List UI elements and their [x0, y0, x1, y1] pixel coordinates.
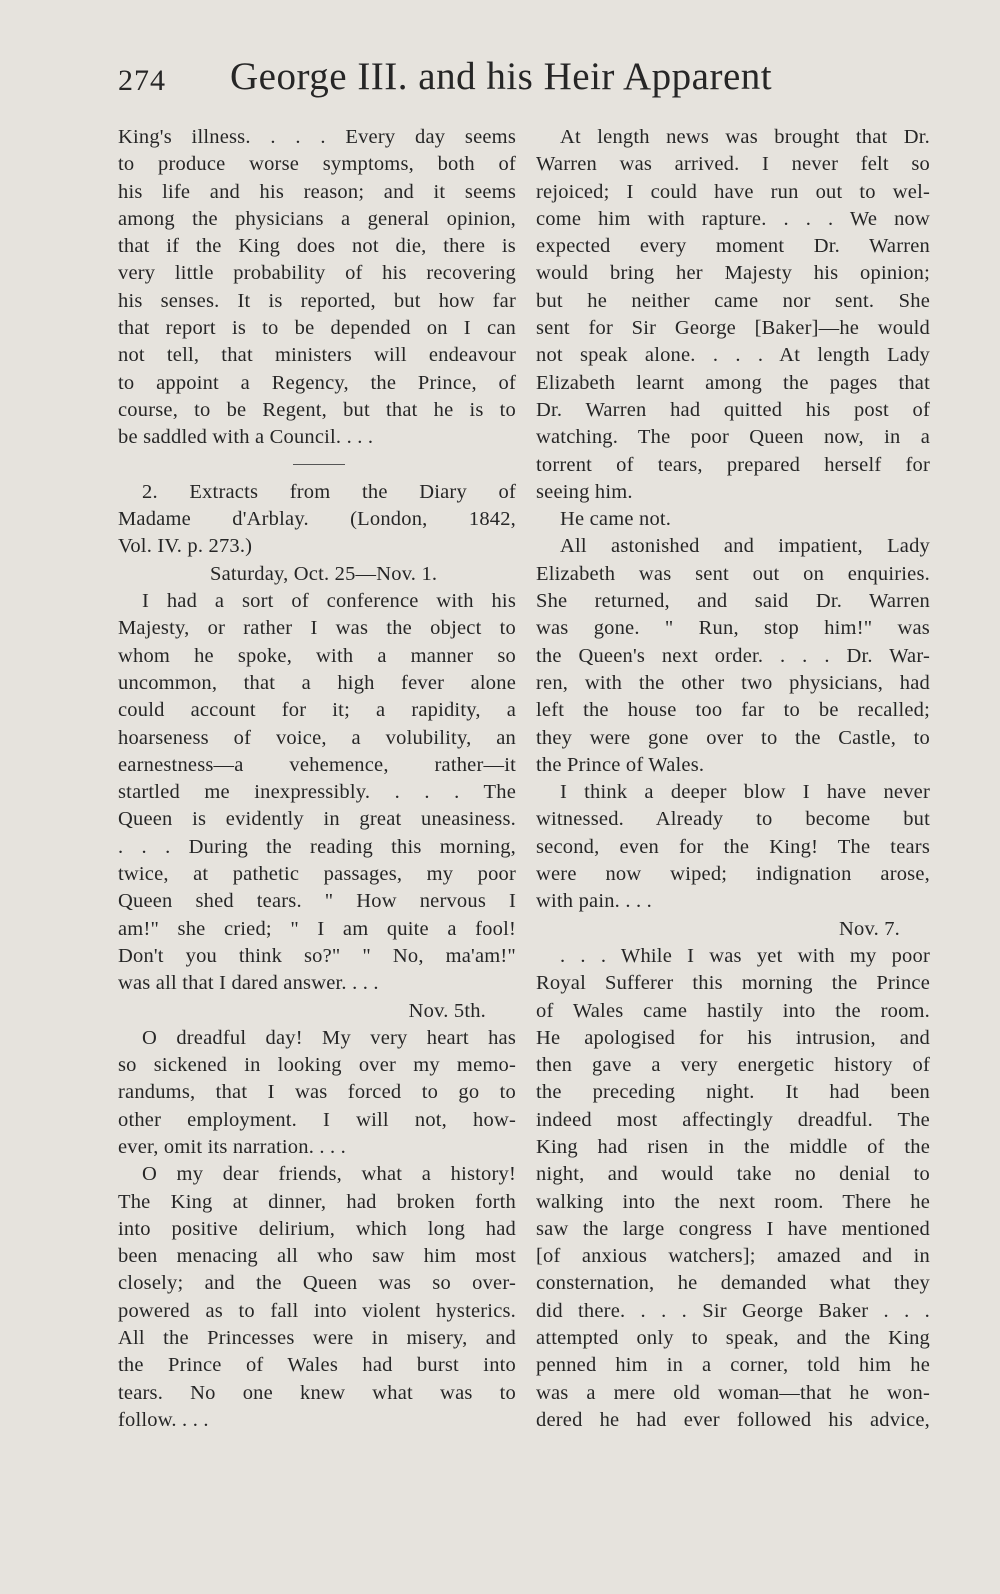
text-line: . . . While I was yet with my poor	[560, 944, 930, 967]
entry-date: Nov. 7.	[839, 917, 900, 940]
text-line: to appoint a Regency, the Prince, of	[118, 371, 516, 394]
text-line: could account for it; a rapidity, a	[118, 699, 516, 722]
left-column	[118, 124, 516, 1434]
text-line: second, even for the King! The tears	[536, 835, 930, 858]
text-line: uncommon, that a high fever alone	[118, 671, 516, 694]
text-line: sent for Sir George [Baker]—he would	[536, 317, 930, 340]
text-line: All the Princesses were in misery, and	[118, 1327, 516, 1350]
text-line: He came not.	[560, 508, 672, 531]
text-line: randums, that I was forced to go to	[118, 1081, 516, 1104]
text-line: startled me inexpressibly. . . . The	[118, 781, 516, 804]
text-line: to produce worse symptoms, both of	[118, 153, 516, 176]
text-line: tears. No one knew what was to	[118, 1381, 516, 1404]
text-line: I had a sort of conference with his	[142, 590, 516, 613]
text-line: ever, omit its narration. . . .	[118, 1135, 346, 1158]
text-line: his senses. It is reported, but how far	[118, 289, 516, 312]
text-line: was all that I dared answer. . . .	[118, 972, 379, 995]
text-line: be saddled with a Council. . . .	[118, 426, 374, 449]
text-line: of Wales came hastily into the room.	[536, 999, 930, 1022]
text-line: All astonished and impatient, Lady	[560, 535, 930, 558]
text-line: dered he had ever followed his advice,	[536, 1408, 930, 1431]
text-line: not tell, that ministers will endeavour	[118, 344, 516, 367]
section-divider	[118, 452, 516, 479]
text-line: O dreadful day! My very heart has	[142, 1026, 516, 1049]
text-line: Queen shed tears. " How nervous I	[118, 890, 516, 913]
text-line: among the physicians a general opinion,	[118, 207, 516, 230]
text-line: into positive delirium, which long had	[118, 1217, 516, 1240]
text-line: follow. . . .	[118, 1408, 209, 1431]
text-line: expected every moment Dr. Warren	[536, 235, 930, 258]
text-line: hoarseness of voice, a volubility, an	[118, 726, 516, 749]
text-line: indeed most affectingly dreadful. The	[536, 1108, 930, 1131]
text-line: Elizabeth learnt among the pages that	[536, 371, 930, 394]
text-line: The King at dinner, had broken forth	[118, 1190, 516, 1213]
text-line: his life and his reason; and it seems	[118, 180, 516, 203]
text-line: O my dear friends, what a history!	[142, 1163, 516, 1186]
text-line: not speak alone. . . . At length Lady	[536, 344, 930, 367]
text-line: King's illness. . . . Every day seems	[118, 126, 516, 148]
text-line: Queen is evidently in great uneasiness.	[118, 808, 516, 831]
text-line: Majesty, or rather I was the object to	[118, 617, 516, 640]
text-line: powered as to fall into violent hysterics.	[118, 1299, 516, 1322]
text-line: [of anxious watchers]; amazed and in	[536, 1245, 930, 1268]
text-line: rejoiced; I could have run out to wel-	[536, 180, 930, 203]
extract-heading-line: Vol. IV. p. 273.)	[118, 535, 253, 558]
entry-date: Saturday, Oct. 25—Nov. 1.	[210, 562, 438, 585]
text-line: whom he spoke, with a manner so	[118, 644, 516, 667]
text-line: they were gone over to the Castle, to	[536, 726, 930, 749]
text-line: the Queen's next order. . . . Dr. War-	[536, 644, 930, 667]
text-line: with pain. . . .	[536, 890, 652, 913]
text-line: watching. The poor Queen now, in a	[536, 426, 930, 449]
text-line: very little probability of his recovering	[118, 262, 516, 285]
text-line: twice, at pathetic passages, my poor	[118, 863, 516, 886]
text-line: am!" she cried; " I am quite a fool!	[118, 917, 516, 940]
text-line: closely; and the Queen was so over-	[118, 1272, 516, 1295]
text-line: other employment. I will not, how-	[118, 1108, 516, 1131]
text-line: come him with rapture. . . . We now	[536, 207, 930, 230]
text-line: the Prince of Wales had burst into	[118, 1354, 516, 1377]
page-header	[118, 52, 838, 112]
text-line: I think a deeper blow I have never	[560, 781, 930, 804]
text-line: Don't you think so?" " No, ma'am!"	[118, 944, 516, 967]
text-line: was gone. " Run, stop him!" was	[536, 617, 930, 640]
text-line: seeing him.	[536, 480, 633, 503]
text-line: Elizabeth was sent out on enquiries.	[536, 562, 930, 585]
text-line: course, to be Regent, but that he is to	[118, 398, 516, 421]
text-line: King had risen in the middle of the	[536, 1135, 930, 1158]
text-line: was a mere old woman—that he won-	[536, 1381, 930, 1404]
extract-heading-line: 2. Extracts from the Diary of	[142, 480, 516, 503]
text-line: been menacing all who saw him most	[118, 1245, 516, 1268]
text-line: then gave a very energetic history of	[536, 1054, 930, 1077]
text-line: Royal Sufferer this morning the Prince	[536, 972, 930, 995]
text-line: left the house too far to be recalled;	[536, 699, 930, 722]
text-line: the preceding night. It had been	[536, 1081, 930, 1104]
text-line: so sickened in looking over my memo-	[118, 1054, 516, 1077]
text-line: . . . During the reading this morning,	[118, 835, 516, 858]
text-line: Warren was arrived. I never felt so	[536, 153, 930, 176]
text-line: were now wiped; indignation arose,	[536, 863, 930, 886]
text-line: consternation, he demanded what they	[536, 1272, 930, 1295]
page-number: 274	[118, 64, 166, 97]
text-line: At length news was brought that Dr.	[560, 126, 930, 148]
text-line: He apologised for his intrusion, and	[536, 1026, 930, 1049]
text-line: that report is to be depended on I can	[118, 317, 516, 340]
text-line: torrent of tears, prepared herself for	[536, 453, 930, 476]
text-line: would bring her Majesty his opinion;	[536, 262, 930, 285]
running-title: George III. and his Heir Apparent	[230, 55, 773, 98]
right-column	[536, 124, 930, 1434]
text-line: the Prince of Wales.	[536, 753, 705, 776]
text-line: that if the King does not die, there is	[118, 235, 516, 258]
text-line: ren, with the other two physicians, had	[536, 671, 930, 694]
text-line: earnestness—a vehemence, rather—it	[118, 753, 516, 776]
text-line: She returned, and said Dr. Warren	[536, 590, 930, 613]
text-line: walking into the next room. There he	[536, 1190, 930, 1213]
text-line: did there. . . . Sir George Baker . . .	[536, 1299, 930, 1322]
text-line: attempted only to speak, and the King	[536, 1327, 930, 1350]
extract-heading-line: Madame d'Arblay. (London, 1842,	[118, 508, 516, 531]
text-line: witnessed. Already to become but	[536, 808, 930, 831]
text-line: penned him in a corner, told him he	[536, 1354, 930, 1377]
entry-date: Nov. 5th.	[408, 999, 486, 1022]
text-line: Dr. Warren had quitted his post of	[536, 398, 930, 421]
text-line: but he neither came nor sent. She	[536, 289, 930, 312]
text-line: night, and would take no denial to	[536, 1163, 930, 1186]
text-line: saw the large congress I have mentioned	[536, 1217, 930, 1240]
